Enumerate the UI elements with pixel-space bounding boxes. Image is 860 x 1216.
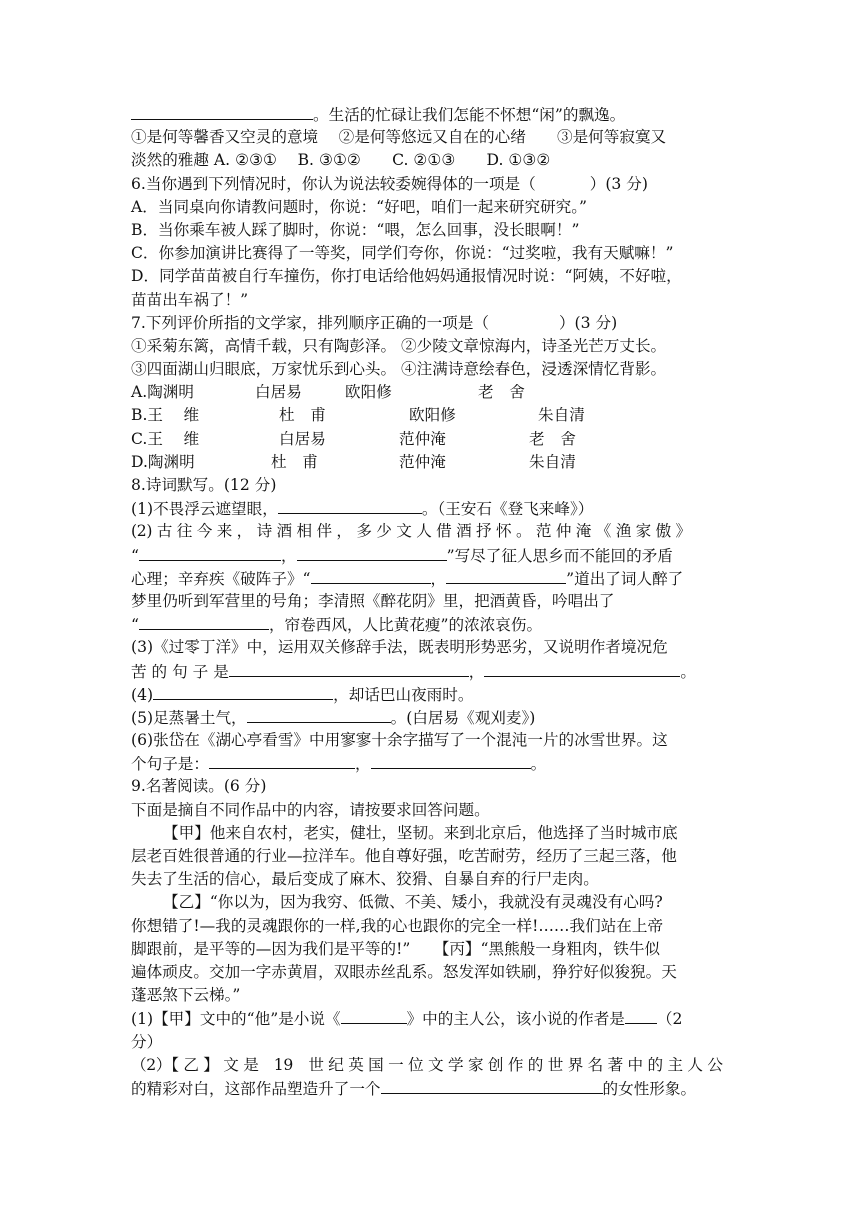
q7-option-a: A.陶渊明 白居易 欧阳修 老 舍 [131, 383, 525, 402]
q8-s5: (5)足蒸暑土气， 。(白居易《观刈麦》) [131, 706, 731, 729]
q9-yi-line-1: 【乙】“你以为，因为我穷、低微、不美、矮小，我就没有灵魂没有心吗? [163, 893, 663, 912]
q7-stem: 7.下列评价所指的文学家，排列顺序正确的一项是（ ）(3 分) [131, 313, 618, 332]
q9-bing-line-2: 蓬恶煞下云梯。” [131, 986, 241, 1005]
answer-blank[interactable] [209, 752, 355, 769]
q7-option-d: D.陶渊明 杜 甫 范仲淹 朱自清 [131, 452, 576, 471]
q7-items-2: ③四面湖山归眼底，万家忧乐到心头。 ④注满诗意绘春色，浸透深情忆背影。 [131, 360, 667, 379]
q9-bing-line-1: 遍体顽皮。交加一字赤黄眉，双眼赤丝乱系。怒发浑如铁刷，狰狞好似狻猊。天 [131, 962, 677, 981]
q8-s1: (1)不畏浮云遮望眼， 。（王安石《登飞来峰》） [131, 497, 731, 520]
q8-s4: (4) ，却话巴山夜雨时。 [131, 683, 731, 706]
answer-blank[interactable] [371, 752, 531, 769]
q5-line-2: ①是何等馨香又空灵的意境 ②是何等悠远又自在的心绪 ③是何等寂寞又 [131, 128, 667, 147]
q9-yi-line-2: 你想错了!—我的灵魂跟你的一样,我的心也跟你的完全一样!……我们站在上帝 [131, 916, 664, 935]
q9-answer-2-line-2: 的精彩对白，这部作品塑造升了一个 的女性形象。 [131, 1077, 731, 1100]
q8-title: 8.诗词默写。(12 分) [131, 476, 277, 494]
q6-option-a: A．当同桌向你请教问题时，你说：“好吧，咱们一起来研究研究。” [131, 197, 588, 216]
answer-blank[interactable] [139, 613, 269, 630]
answer-blank[interactable] [625, 1007, 657, 1024]
q8-s2-line-3: 心理；辛弃疾《破阵子》“ ， ”道出了词人醉了 [131, 567, 731, 590]
q6-stem: 6.当你遇到下列情况时，你认为说法较委婉得体的一项是（ ）(3 分) [131, 174, 648, 193]
q9-answer-1: (1)【甲】文中的“他”是小说《 》中的主人公，该小说的作者是 （2 [131, 1007, 731, 1030]
q7-option-c: C.王 维 白居易 范仲淹 老 舍 [131, 429, 576, 448]
q6-option-d: D．同学苗苗被自行车撞伤，你打电话给他妈妈通报情况时说：“阿姨，不好啦， [131, 267, 682, 286]
q8-s2-line-1: (2) 古 往 今 来 ， 诗 酒 相 伴 ， 多 少 文 人 借 酒 抒 怀 。 范 仲 淹 《 渔 家 傲 》 [131, 522, 691, 541]
q8-s2-line-5: “ ，帘卷西风，人比黄花瘦”的浓浓哀伤。 [131, 613, 731, 636]
answer-blank[interactable] [229, 660, 469, 677]
q8-s3-line-1: (3)《过零丁洋》中，运用双关修辞手法，既表明形势恶劣，又说明作者境况危 [131, 638, 668, 657]
answer-blank[interactable] [139, 544, 281, 561]
answer-blank[interactable] [278, 497, 422, 514]
answer-blank[interactable] [153, 683, 333, 700]
q8-s2-line-2: “ ， ”写尽了征人思乡而不能回的矛盾 [131, 544, 731, 567]
answer-blank[interactable] [484, 660, 680, 677]
answer-blank[interactable] [341, 1007, 407, 1024]
q7-items-1: ①采菊东篱，高情千载，只有陶彭泽。 ②少陵文章惊海内，诗圣光芒万丈长。 [131, 336, 667, 355]
q9-yi-line-3: 脚跟前，是平等的—因为我们是平等的!” 【丙】“黑熊般一身粗肉，铁牛似 [131, 939, 661, 958]
answer-blank[interactable] [131, 103, 313, 120]
q5-line-3: 淡然的雅趣 A. ②③① B. ③①② C. ②①③ D. ①③② [131, 151, 551, 170]
q7-option-b: B.王 维 杜 甫 欧阳修 朱自清 [131, 406, 585, 425]
answer-blank[interactable] [297, 544, 447, 561]
q5-text: 。生活的忙碌让我们怎能不怀想“闲”的飘逸。 [313, 106, 626, 124]
q6-option-b: B．当你乘车被人踩了脚时，你说：“喂，怎么回事，没长眼啊！” [131, 220, 580, 239]
q9-jia-line-2: 层老百姓很普通的行业—拉洋车。他自尊好强，吃苦耐劳，经历了三起三落，他 [131, 847, 677, 865]
q8-s6-line-2: 个句子是： ， 。 [131, 752, 731, 775]
q9-answer-1-cont: 分） [131, 1032, 163, 1051]
q8-s2-line-4: 梦里仍听到军营里的号角；李清照《醉花阴》里，把酒黄昏，吟唱出了 [131, 591, 615, 610]
q9-title: 9.名著阅读。(6 分) [131, 777, 267, 796]
q9-intro: 下面是摘自不同作品中的内容，请按要求回答问题。 [131, 800, 490, 819]
q8-s6-line-1: (6)张岱在《湖心亭看雪》中用寥寥十余字描写了一个混沌一片的冰雪世界。这 [131, 731, 668, 750]
answer-blank[interactable] [381, 1077, 603, 1094]
answer-blank[interactable] [446, 567, 566, 584]
answer-blank[interactable] [247, 706, 391, 723]
exam-content [131, 103, 731, 1100]
q8-s3-line-2: 苦 的 句 子 是 ， 。 [131, 660, 731, 683]
answer-blank[interactable] [311, 567, 431, 584]
q5-line-1 [131, 103, 731, 126]
q9-jia-line-3: 失去了生活的信心，最后变成了麻木、狡猾、自暴自弃的行尸走肉。 [131, 870, 599, 889]
q6-option-d-cont: 苗苗出车祸了！” [131, 290, 249, 309]
q6-option-c: C．你参加演讲比赛得了一等奖，同学们夸你，你说：“过奖啦，我有天赋嘛！” [131, 244, 674, 263]
q9-answer-2-line-1: （2）【 乙 】 文 是 19 世 纪 英 国 一 位 文 学 家 创 作 的 世 界 名 著 中 的 主 人 公 [131, 1055, 723, 1074]
q9-jia-line-1: 【甲】他来自农村，老实，健壮，坚韧。来到北京后，他选择了当时城市底 [163, 823, 678, 842]
